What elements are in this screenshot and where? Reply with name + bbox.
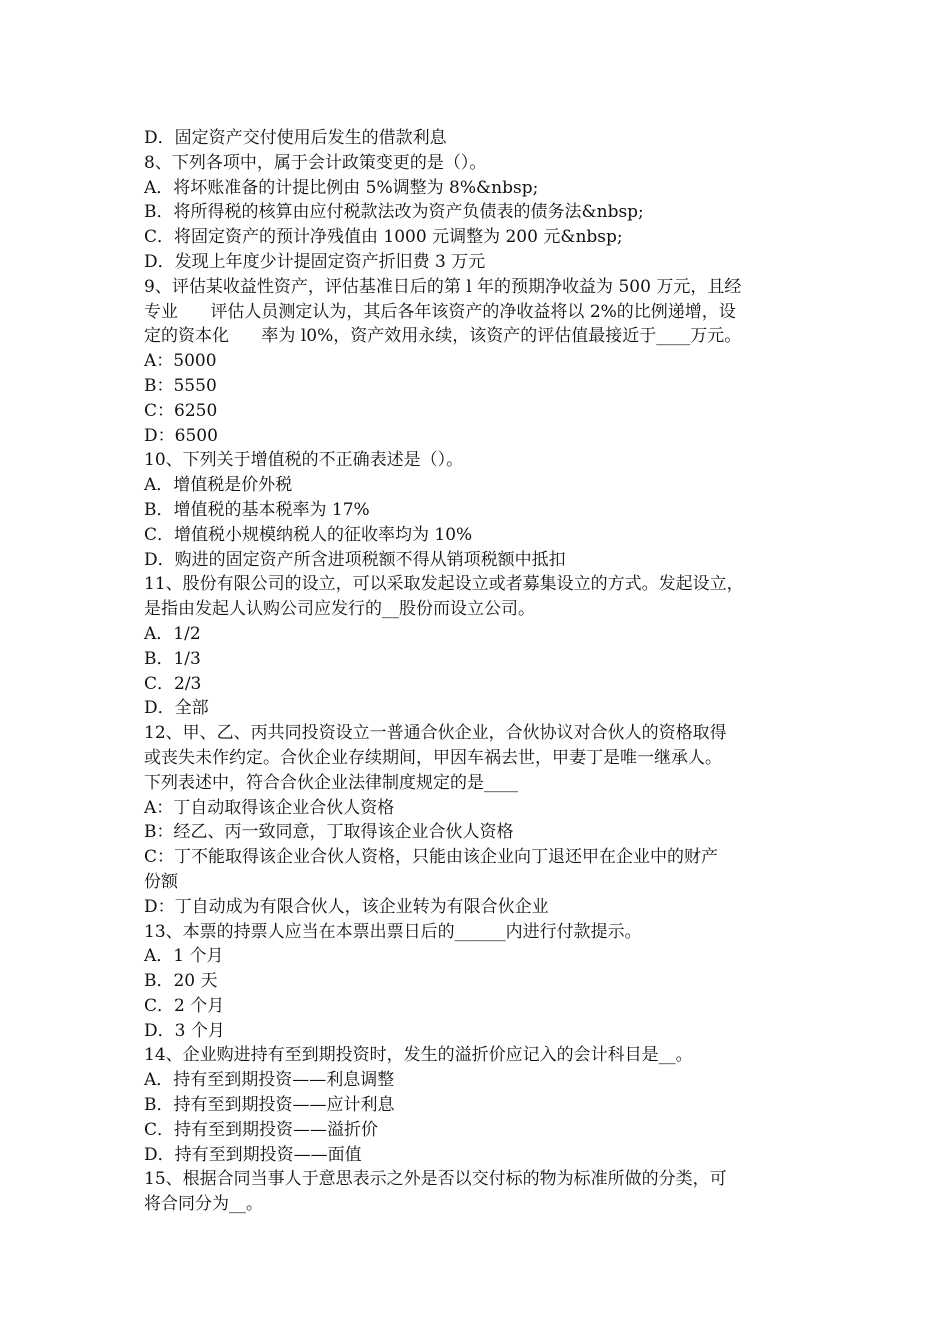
question-9-stem-cont: 定的资本化 率为 l0%，资产效用永续，该资产的评估值最接近于____万元。	[144, 326, 742, 347]
option-line: A．将坏账准备的计提比例由 5%调整为 8%&nbsp;	[144, 177, 539, 198]
option-line: B．将所得税的核算由应付税款法改为资产负债表的债务法&nbsp;	[144, 202, 644, 223]
option-line: A．增值税是价外税	[144, 475, 293, 496]
option-line: B．1/3	[144, 648, 201, 669]
option-line: B．增值税的基本税率为 17%	[144, 499, 370, 520]
option-line: B．持有至到期投资——应计利息	[144, 1095, 395, 1116]
option-line: B：经乙、丙一致同意，丁取得该企业合伙人资格	[144, 822, 514, 843]
option-line: C：6250	[144, 400, 218, 421]
option-line: C．2 个月	[144, 995, 225, 1016]
option-line: C．持有至到期投资——溢折价	[144, 1119, 379, 1140]
question-13-stem: 13、本票的持票人应当在本票出票日后的______内进行付款提示。	[144, 921, 642, 942]
question-15-stem-cont: 将合同分为__。	[144, 1194, 263, 1215]
question-15-stem: 15、根据合同当事人于意思表示之外是否以交付标的物为标准所做的分类，可	[144, 1169, 727, 1190]
option-line: C．2/3	[144, 673, 202, 694]
question-8-stem: 8、下列各项中，属于会计政策变更的是（）。	[144, 152, 487, 173]
option-line: A．1/2	[144, 623, 201, 644]
option-line: D：丁自动成为有限合伙人，该企业转为有限合伙企业	[144, 896, 549, 917]
option-line-cont: 份额	[144, 871, 178, 892]
option-line: B：5550	[144, 375, 217, 396]
option-line: A：丁自动取得该企业合伙人资格	[144, 797, 395, 818]
question-12-stem-cont: 或丧失未作约定。合伙企业存续期间，甲因车祸去世，甲妻丁是唯一继承人。	[144, 747, 722, 768]
question-12-stem: 12、甲、乙、丙共同投资设立一普通合伙企业，合伙协议对合伙人的资格取得	[144, 723, 727, 744]
option-line: C：丁不能取得该企业合伙人资格，只能由该企业向丁退还甲在企业中的财产	[144, 847, 719, 868]
option-line: A：5000	[144, 351, 217, 372]
question-12-stem-cont: 下列表述中，符合合伙企业法律制度规定的是____	[144, 772, 518, 793]
question-11-stem-cont: 是指由发起人认购公司应发行的__股份而设立公司。	[144, 599, 535, 620]
option-line: D．发现上年度少计提固定资产折旧费 3 万元	[144, 251, 486, 272]
text-line: D．固定资产交付使用后发生的借款利息	[144, 128, 447, 148]
question-9-stem-cont: 专业 评估人员测定认为，其后各年该资产的净收益将以 2%的比例递增，设	[144, 301, 736, 322]
question-14-stem: 14、企业购进持有至到期投资时，发生的溢折价应记入的会计科目是__。	[144, 1045, 693, 1066]
document-page	[144, 126, 824, 1217]
option-line: A．1 个月	[144, 946, 224, 967]
question-11-stem: 11、股份有限公司的设立，可以采取发起设立或者募集设立的方式。发起设立，	[144, 574, 744, 595]
option-line: D．购进的固定资产所含进项税额不得从销项税额中抵扣	[144, 549, 566, 570]
option-line: C．增值税小规模纳税人的征收率均为 10%	[144, 524, 473, 545]
question-9-stem: 9、评估某收益性资产，评估基准日后的第 l 年的预期净收益为 500 万元，且经	[144, 276, 742, 297]
question-10-stem: 10、下列关于增值税的不正确表述是（）。	[144, 450, 464, 471]
option-line: A．持有至到期投资——利息调整	[144, 1070, 395, 1091]
option-line: D．全部	[144, 698, 209, 719]
option-line: D．3 个月	[144, 1020, 225, 1041]
option-line: C．将固定资产的预计净残值由 1000 元调整为 200 元&nbsp;	[144, 227, 623, 248]
option-line: D：6500	[144, 425, 218, 446]
option-line: D．持有至到期投资——面值	[144, 1144, 362, 1165]
option-line: B．20 天	[144, 971, 218, 992]
